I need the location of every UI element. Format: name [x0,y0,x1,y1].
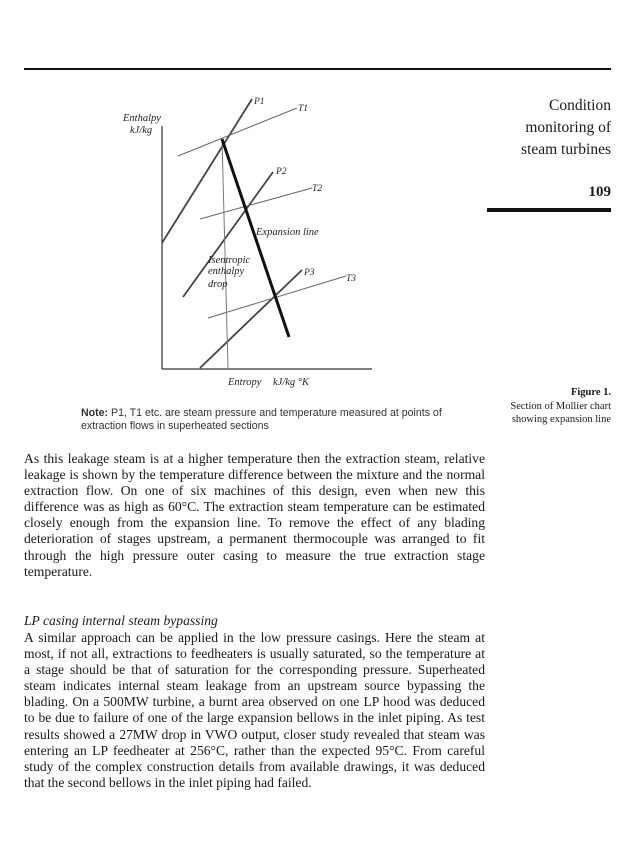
label-t2: T2 [312,184,323,194]
isentropic-label-3: drop [208,279,228,290]
isentropic-line [222,139,228,368]
x-axis-label-1: Entropy [228,377,262,388]
label-p1: P1 [254,97,265,107]
x-axis-label-2: kJ/kg °K [273,377,309,388]
section-heading: LP casing internal steam bypassing [24,613,218,628]
figure-caption-line-2: showing expansion line [511,414,611,425]
running-head-line-1: Condition [548,97,611,114]
figure-label: Figure 1. [570,387,611,398]
page-number: 109 [588,184,611,200]
temperature-line-t1 [178,108,297,156]
figure-caption-line-1: Section of Mollier chart [510,400,611,412]
label-p2: P2 [276,167,287,177]
expansion-line-label: Expansion line [256,227,319,238]
y-axis-label-2: kJ/kg [130,125,153,136]
paragraph-1: As this leakage steam is at a higher temperature then the extraction steam, relative leakage is shown by the temperature difference between the mixture and the normal extraction flow. On one of six machines of this design, even when new this difference was as high as 60°C. The extraction steam temperature can be estimated closely enough from the expansion line. To remove the effect of any blading deterioration of stages upstream, a permanent thermocouple was arranged to fit through the high pressure outer casing to measure the true extraction stage temperature. [24,451,485,579]
label-t1: T1 [298,104,309,114]
figure-caption [451,386,611,427]
figure-note [81,407,481,433]
paragraph-2: A similar approach can be applied in the low pressure casings. Here the steam at most, if not all, extractions to feedheaters is usually saturated, so the temperature at a stage should be that of saturation for the corresponding pressure. Superheated steam indicates internal steam leakage from an upstream source bypassing the blading. On a 500MW turbine, a burnt area observed on one LP hood was deduced to be due to failure of one of the large expansion bellows in the inlet piping. As test results showed a 27MW drop in VWO output, closer study revealed that steam was entering an LP feedheater at 256°C, rather than the expected 95°C. From careful study of the complex construction details from available drawings, it was deduced that the second bellows in the inlet piping had failed. [24,630,485,790]
temperature-line-t2 [200,188,312,219]
running-head-line-2: monitoring of [525,119,611,136]
running-head-line-3: steam turbines [521,141,611,158]
isentropic-label-1: Isentropic [208,255,251,266]
label-p3: P3 [304,268,315,278]
note-text: P1, T1 etc. are steam pressure and temperature measured at points of extraction flows in superheated sections [81,407,442,432]
note-label: Note: [81,407,109,419]
y-axis-label-1: Enthalpy [123,113,161,124]
isentropic-label-2: enthalpy [208,266,245,277]
label-t3: T3 [346,274,357,284]
